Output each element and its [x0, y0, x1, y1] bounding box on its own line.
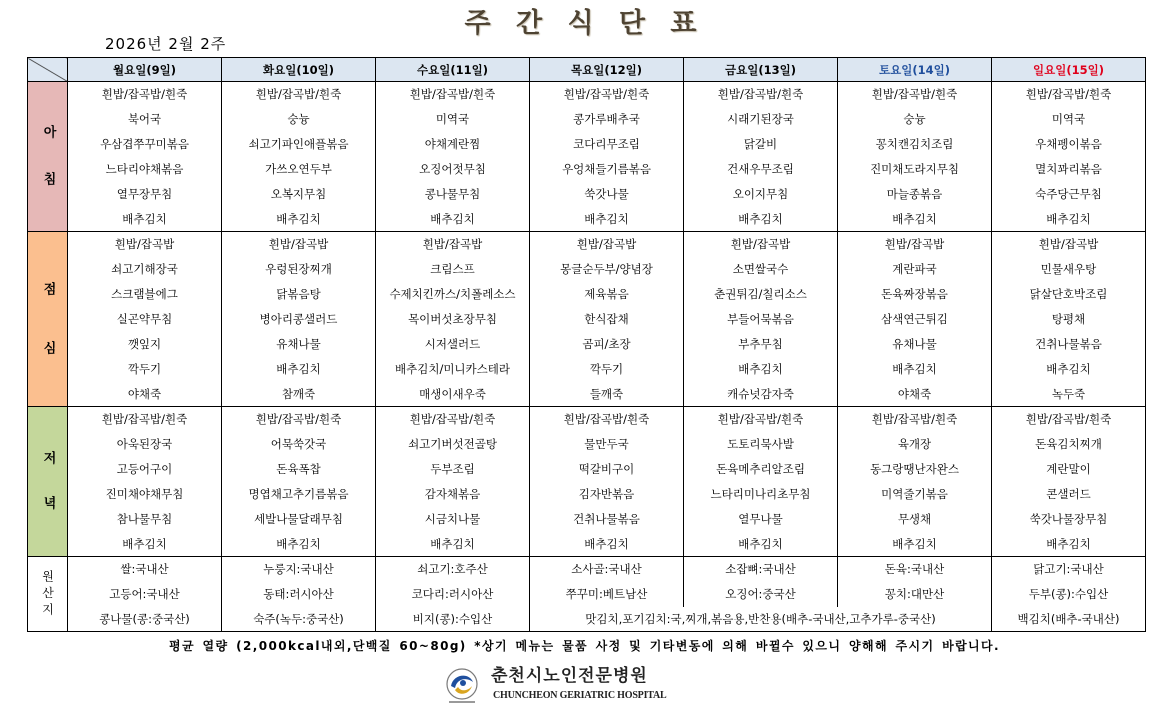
- footer-note: 평균 열량 (2,000kcal내외,단백질 60~80g) *상기 메뉴는 물품 사정 및 기타변동에 의해 바뀔수 있으니 양해해 주시기 바랍니다.: [169, 639, 1000, 653]
- lunch-menu-item: 수제치킨까스/치폴레소스: [376, 282, 530, 307]
- lunch-menu-item: 목이버섯초장무침: [376, 307, 530, 332]
- lunch-menu-item: 매생이새우죽: [376, 382, 530, 407]
- lunch-menu-item: 건취나물볶음: [992, 332, 1146, 357]
- lunch-menu-item: 깍두기: [68, 357, 222, 382]
- lunch-menu-item: 부추무침: [684, 332, 838, 357]
- origin-row: [28, 557, 1146, 582]
- origin-item: 소잡뼈:국내산: [684, 557, 838, 582]
- lunch-menu-item: 실곤약무침: [68, 307, 222, 332]
- lunch-menu-item: 흰밥/잡곡밥: [376, 232, 530, 257]
- origin-item: 콩나물(콩:중국산): [68, 607, 222, 632]
- lunch-row: [28, 332, 1146, 357]
- lunch-menu-item: 흰밥/잡곡밥: [530, 232, 684, 257]
- dinner-menu-item: 어묵쑥갓국: [222, 432, 376, 457]
- breakfast-menu-item: 배추김치: [684, 207, 838, 232]
- breakfast-menu-item: 흰밥/잡곡밥/흰죽: [68, 82, 222, 107]
- breakfast-menu-item: 쇠고기파인애플볶음: [222, 132, 376, 157]
- day-header-sat: 토요일(14일): [838, 58, 992, 82]
- dinner-menu-item: 고등어구이: [68, 457, 222, 482]
- breakfast-menu-item: 마늘종볶음: [838, 182, 992, 207]
- dinner-menu-item: 열무나물: [684, 507, 838, 532]
- origin-item: 쇠고기:호주산: [376, 557, 530, 582]
- dinner-row: [28, 407, 1146, 432]
- dinner-row: [28, 432, 1146, 457]
- breakfast-menu-item: 흰밥/잡곡밥/흰죽: [992, 82, 1146, 107]
- breakfast-menu-item: 배추김치: [68, 207, 222, 232]
- day-header-row: [28, 58, 1146, 82]
- origin-row: [28, 582, 1146, 607]
- lunch-row: [28, 357, 1146, 382]
- hospital-name-en: CHUNCHEON GERIATRIC HOSPITAL: [493, 690, 667, 701]
- breakfast-menu-item: 미역국: [992, 107, 1146, 132]
- lunch-menu-item: 캐슈넛감자죽: [684, 382, 838, 407]
- origin-item: 닭고기:국내산: [992, 557, 1146, 582]
- breakfast-menu-item: 우엉채들기름볶음: [530, 157, 684, 182]
- dinner-menu-item: 배추김치: [376, 532, 530, 557]
- lunch-menu-item: 닭볶음탕: [222, 282, 376, 307]
- dinner-menu-item: 배추김치: [684, 532, 838, 557]
- dinner-menu-item: 돈육김치찌개: [992, 432, 1146, 457]
- breakfast-menu-item: 멸치꽈리볶음: [992, 157, 1146, 182]
- dinner-menu-item: 흰밥/잡곡밥/흰죽: [376, 407, 530, 432]
- breakfast-menu-item: 흰밥/잡곡밥/흰죽: [530, 82, 684, 107]
- dinner-row: [28, 507, 1146, 532]
- lunch-menu-item: 시저샐러드: [376, 332, 530, 357]
- dinner-menu-item: 동그랑땡난자완스: [838, 457, 992, 482]
- lunch-menu-item: 녹두죽: [992, 382, 1146, 407]
- lunch-menu-item: 몽글순두부/양념장: [530, 257, 684, 282]
- breakfast-menu-item: 흰밥/잡곡밥/흰죽: [376, 82, 530, 107]
- breakfast-menu-item: 배추김치: [222, 207, 376, 232]
- breakfast-row: [28, 182, 1146, 207]
- day-header-mon: 월요일(9일): [68, 58, 222, 82]
- dinner-label: 저녁: [40, 451, 56, 541]
- day-header-fri: 금요일(13일): [684, 58, 838, 82]
- dinner-menu-item: 흰밥/잡곡밥/흰죽: [68, 407, 222, 432]
- breakfast-menu-item: 오복지무침: [222, 182, 376, 207]
- lunch-menu-item: 배추김치: [992, 357, 1146, 382]
- breakfast-row: [28, 157, 1146, 182]
- dinner-row: [28, 532, 1146, 557]
- lunch-menu-item: 유채나물: [838, 332, 992, 357]
- breakfast-menu-item: 우삼겹쭈꾸미볶음: [68, 132, 222, 157]
- breakfast-row: [28, 132, 1146, 157]
- dinner-menu-item: 배추김치: [838, 532, 992, 557]
- lunch-menu-item: 흰밥/잡곡밥: [684, 232, 838, 257]
- breakfast-menu-item: 열무장무침: [68, 182, 222, 207]
- origin-item: 오징어:중국산: [684, 582, 838, 607]
- hospital-emblem-icon: [441, 666, 483, 706]
- lunch-menu-item: 민물새우탕: [992, 257, 1146, 282]
- lunch-menu-item: 야채죽: [838, 382, 992, 407]
- lunch-row: [28, 282, 1146, 307]
- dinner-menu-item: 배추김치: [68, 532, 222, 557]
- origin-item: 코다리:러시아산: [376, 582, 530, 607]
- lunch-menu-item: 유채나물: [222, 332, 376, 357]
- origin-item: 돈육:국내산: [838, 557, 992, 582]
- breakfast-menu-item: 흰밥/잡곡밥/흰죽: [838, 82, 992, 107]
- dinner-menu-item: 미역줄기볶음: [838, 482, 992, 507]
- lunch-menu-item: 흰밥/잡곡밥: [68, 232, 222, 257]
- origin-item: 쭈꾸미:베트남산: [530, 582, 684, 607]
- lunch-menu-item: 곰피/초장: [530, 332, 684, 357]
- breakfast-menu-item: 흰밥/잡곡밥/흰죽: [222, 82, 376, 107]
- lunch-menu-item: 흰밥/잡곡밥: [222, 232, 376, 257]
- dinner-menu-item: 흰밥/잡곡밥/흰죽: [684, 407, 838, 432]
- dinner-menu-item: 명엽채고추기름볶음: [222, 482, 376, 507]
- lunch-row: [28, 382, 1146, 407]
- lunch-label-cell: [28, 232, 68, 407]
- breakfast-menu-item: 배추김치: [992, 207, 1146, 232]
- dinner-menu-item: 쇠고기버섯전골탕: [376, 432, 530, 457]
- breakfast-menu-item: 배추김치: [838, 207, 992, 232]
- breakfast-menu-item: 우채펭이볶음: [992, 132, 1146, 157]
- origin-item-kimchi: 맛김치,포기김치:국,찌개,볶음용,반찬용(배추-국내산,고추가루-중국산): [530, 607, 992, 632]
- dinner-menu-item: 육개장: [838, 432, 992, 457]
- dinner-menu-item: 느타리미나리초무침: [684, 482, 838, 507]
- origin-item: 누룽지:국내산: [222, 557, 376, 582]
- breakfast-menu-item: 배추김치: [530, 207, 684, 232]
- dinner-menu-item: 콘샐러드: [992, 482, 1146, 507]
- lunch-menu-item: 배추김치: [222, 357, 376, 382]
- lunch-menu-item: 탕평채: [992, 307, 1146, 332]
- breakfast-label: 아침: [40, 125, 56, 219]
- day-header-thu: 목요일(12일): [530, 58, 684, 82]
- breakfast-menu-item: 닭갈비: [684, 132, 838, 157]
- origin-item: 동태:러시아산: [222, 582, 376, 607]
- dinner-menu-item: 무생채: [838, 507, 992, 532]
- lunch-menu-item: 배추김치: [838, 357, 992, 382]
- dinner-menu-item: 돈육메추리알조림: [684, 457, 838, 482]
- dinner-menu-item: 두부조림: [376, 457, 530, 482]
- lunch-row: [28, 307, 1146, 332]
- lunch-menu-item: 부들어묵볶음: [684, 307, 838, 332]
- origin-label: 원산지: [40, 570, 55, 620]
- dinner-menu-item: 흰밥/잡곡밥/흰죽: [530, 407, 684, 432]
- breakfast-menu-item: 느타리야채볶음: [68, 157, 222, 182]
- lunch-menu-item: 춘권튀김/칠리소스: [684, 282, 838, 307]
- origin-item: 숙주(녹두:중국산): [222, 607, 376, 632]
- dinner-menu-item: 계란말이: [992, 457, 1146, 482]
- breakfast-label-cell: [28, 82, 68, 232]
- dinner-menu-item: 도토리묵사발: [684, 432, 838, 457]
- breakfast-menu-item: 오이지무침: [684, 182, 838, 207]
- lunch-row: [28, 232, 1146, 257]
- lunch-menu-item: 흰밥/잡곡밥: [992, 232, 1146, 257]
- origin-item: 꽁치:대만산: [838, 582, 992, 607]
- dinner-menu-item: 시금치나물: [376, 507, 530, 532]
- dinner-menu-item: 감자채볶음: [376, 482, 530, 507]
- breakfast-menu-item: 콩가루배추국: [530, 107, 684, 132]
- lunch-menu-item: 소면쌀국수: [684, 257, 838, 282]
- lunch-menu-item: 계란파국: [838, 257, 992, 282]
- breakfast-menu-item: 쑥갓나물: [530, 182, 684, 207]
- lunch-menu-item: 흰밥/잡곡밥: [838, 232, 992, 257]
- breakfast-menu-item: 흰밥/잡곡밥/흰죽: [684, 82, 838, 107]
- breakfast-menu-item: 북어국: [68, 107, 222, 132]
- origin-label-cell: [28, 557, 68, 632]
- dinner-menu-item: 쑥갓나물장무침: [992, 507, 1146, 532]
- lunch-menu-item: 제육볶음: [530, 282, 684, 307]
- lunch-menu-item: 닭살단호박조림: [992, 282, 1146, 307]
- lunch-menu-item: 배추김치: [684, 357, 838, 382]
- dinner-menu-item: 김자반볶음: [530, 482, 684, 507]
- dinner-row: [28, 482, 1146, 507]
- origin-item: 백김치(배추-국내산): [992, 607, 1146, 632]
- breakfast-menu-item: 숙주당근무침: [992, 182, 1146, 207]
- dinner-menu-item: 흰밥/잡곡밥/흰죽: [222, 407, 376, 432]
- origin-item: 고등어:국내산: [68, 582, 222, 607]
- origin-item: 두부(콩):수입산: [992, 582, 1146, 607]
- origin-item: 비지(콩):수입산: [376, 607, 530, 632]
- breakfast-menu-item: 코다리무조림: [530, 132, 684, 157]
- hospital-name-ko: 춘천시노인전문병원: [491, 666, 648, 686]
- lunch-menu-item: 야채죽: [68, 382, 222, 407]
- day-header-wed: 수요일(11일): [376, 58, 530, 82]
- lunch-menu-item: 삼색연근튀김: [838, 307, 992, 332]
- dinner-menu-item: 배추김치: [222, 532, 376, 557]
- page-title: 주 간 식 단 표: [464, 8, 705, 39]
- breakfast-menu-item: 숭늉: [222, 107, 376, 132]
- lunch-menu-item: 스크램블에그: [68, 282, 222, 307]
- corner-cell: [28, 58, 68, 82]
- breakfast-row: [28, 107, 1146, 132]
- lunch-menu-item: 깍두기: [530, 357, 684, 382]
- breakfast-menu-item: 야채계란찜: [376, 132, 530, 157]
- dinner-label-cell: [28, 407, 68, 557]
- breakfast-menu-item: 진미채도라지무침: [838, 157, 992, 182]
- breakfast-menu-item: 콩나물무침: [376, 182, 530, 207]
- breakfast-menu-item: 꽁치캔김치조림: [838, 132, 992, 157]
- lunch-menu-item: 우렁된장찌개: [222, 257, 376, 282]
- lunch-menu-item: 병아리콩샐러드: [222, 307, 376, 332]
- weekly-menu-table: [27, 57, 1146, 632]
- origin-row: [28, 607, 1146, 632]
- dinner-menu-item: 세발나물달래무침: [222, 507, 376, 532]
- lunch-menu-item: 크림스프: [376, 257, 530, 282]
- breakfast-menu-item: 미역국: [376, 107, 530, 132]
- dinner-row: [28, 457, 1146, 482]
- lunch-row: [28, 257, 1146, 282]
- breakfast-menu-item: 숭늉: [838, 107, 992, 132]
- origin-item: 소사골:국내산: [530, 557, 684, 582]
- dinner-menu-item: 참나물무침: [68, 507, 222, 532]
- lunch-menu-item: 쇠고기해장국: [68, 257, 222, 282]
- day-header-sun: 일요일(15일): [992, 58, 1146, 82]
- dinner-menu-item: 건취나물볶음: [530, 507, 684, 532]
- breakfast-menu-item: 가쓰오연두부: [222, 157, 376, 182]
- breakfast-row: [28, 207, 1146, 232]
- week-label: 2026년 2월 2주: [105, 35, 227, 53]
- lunch-menu-item: 참깨죽: [222, 382, 376, 407]
- dinner-menu-item: 돈육폭찹: [222, 457, 376, 482]
- lunch-menu-item: 들깨죽: [530, 382, 684, 407]
- lunch-menu-item: 배추김치/미니카스테라: [376, 357, 530, 382]
- breakfast-row: [28, 82, 1146, 107]
- dinner-menu-item: 진미채야채무침: [68, 482, 222, 507]
- day-header-tue: 화요일(10일): [222, 58, 376, 82]
- dinner-menu-item: 흰밥/잡곡밥/흰죽: [838, 407, 992, 432]
- dinner-menu-item: 배추김치: [992, 532, 1146, 557]
- lunch-menu-item: 한식잡채: [530, 307, 684, 332]
- breakfast-menu-item: 건새우무조림: [684, 157, 838, 182]
- lunch-menu-item: 돈육짜장볶음: [838, 282, 992, 307]
- dinner-menu-item: 흰밥/잡곡밥/흰죽: [992, 407, 1146, 432]
- breakfast-menu-item: 배추김치: [376, 207, 530, 232]
- dinner-menu-item: 아욱된장국: [68, 432, 222, 457]
- dinner-menu-item: 물만두국: [530, 432, 684, 457]
- breakfast-menu-item: 시래기된장국: [684, 107, 838, 132]
- lunch-label: 점심: [40, 281, 56, 400]
- breakfast-menu-item: 오징어젓무침: [376, 157, 530, 182]
- origin-item: 쌀:국내산: [68, 557, 222, 582]
- lunch-menu-item: 깻잎지: [68, 332, 222, 357]
- dinner-menu-item: 떡갈비구이: [530, 457, 684, 482]
- dinner-menu-item: 배추김치: [530, 532, 684, 557]
